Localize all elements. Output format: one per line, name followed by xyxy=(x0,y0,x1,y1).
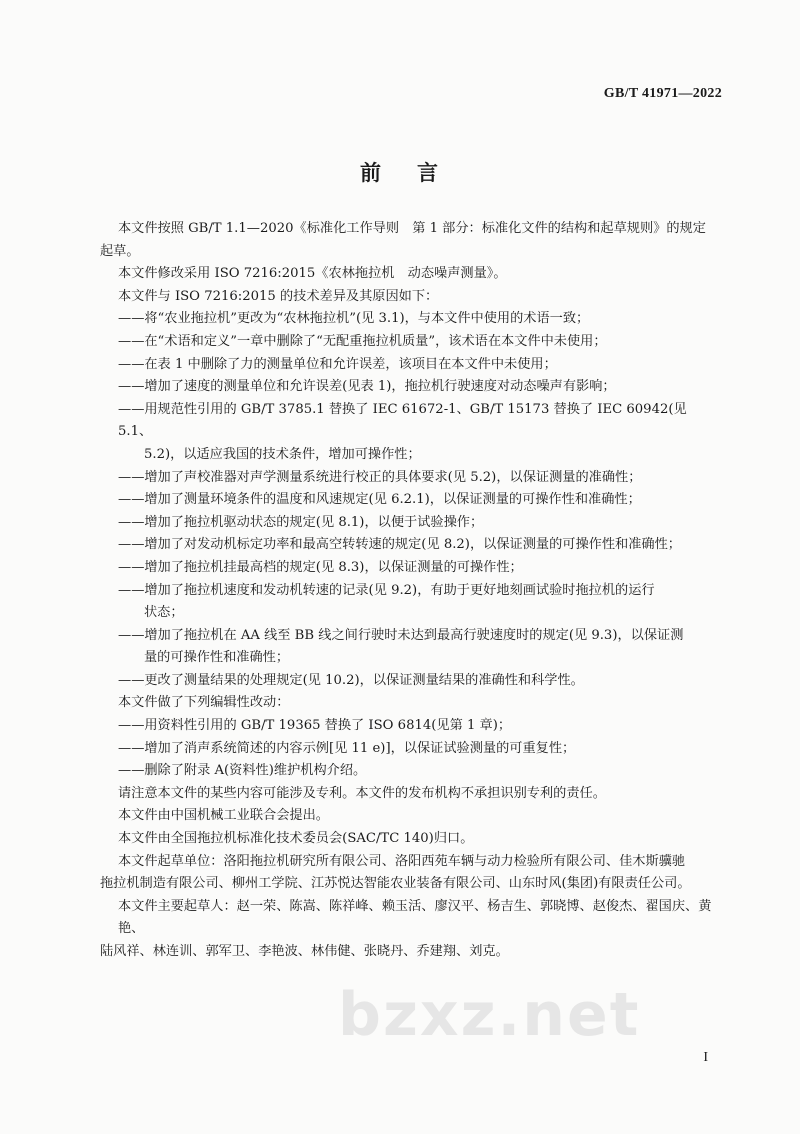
list-item: ——增加了对发动机标定功率和最高空转转速的规定(见 8.2)，以保证测量的可操作性和准确性； xyxy=(118,537,681,553)
list-item-continued: 5.2)，以适应我国的技术条件，增加可操作性； xyxy=(144,446,421,462)
paragraph: 起草。 xyxy=(100,243,140,259)
list-item: ——增加了拖拉机挂最高档的规定(见 8.3)，以保证测量的可操作性； xyxy=(118,559,523,575)
watermark-text: bzxz.net xyxy=(338,980,641,1050)
list-item: ——增加了拖拉机驱动状态的规定(见 8.1)，以便于试验操作； xyxy=(118,514,484,530)
title-char-2: 言 xyxy=(417,161,440,185)
paragraph: 本文件做了下列编辑性改动： xyxy=(118,695,290,711)
list-item: ——增加了速度的测量单位和允许误差(见表 1)，拖拉机行驶速度对动态噪声有影响； xyxy=(118,379,616,395)
list-item-continued: 状态； xyxy=(144,605,184,621)
standard-code: GB/T 41971—2022 xyxy=(603,86,722,101)
paragraph: 本文件按照 GB/T 1.1—2020《标准化工作导则 第 1 部分：标准化文件的结构和起草规则》的规定 xyxy=(118,221,706,236)
list-item: ——用规范性引用的 GB/T 3785.1 替换了 IEC 61672-1、GB/T 15173 替换了 IEC 60942(见 5.1、 xyxy=(118,401,687,440)
paragraph-continued: 拖拉机制造有限公司、柳州工学院、江苏悦达智能农业装备有限公司、山东时风(集团)有限责任公司。 xyxy=(100,876,691,892)
page-title xyxy=(0,157,800,187)
list-item: ——增加了消声系统简述的内容示例[见 11 e)]，以保证试验测量的可重复性； xyxy=(118,740,576,756)
paragraph: 本文件起草单位：洛阳拖拉机研究所有限公司、洛阳西苑车辆与动力检验所有限公司、佳木斯骥驰 xyxy=(118,853,686,869)
paragraph: 本文件修改采用 ISO 7216:2015《农林拖拉机 动态噪声测量》。 xyxy=(118,266,507,282)
paragraph-continued: 陆风祥、林连训、郭军卫、李艳波、林伟健、张晓丹、乔建翔、刘克。 xyxy=(100,944,509,959)
list-item: ——增加了声校准器对声学测量系统进行校正的具体要求(见 5.2)，以保证测量的准确性； xyxy=(118,469,642,485)
list-item: ——增加了拖拉机速度和发动机转速的记录(见 9.2)，有助于更好地刻画试验时拖拉机的运行 xyxy=(118,582,655,598)
paragraph: 请注意本文件的某些内容可能涉及专利。本文件的发布机构不承担识别专利的责任。 xyxy=(118,785,606,801)
list-item: ——删除了附录 A(资料性)维护机构介绍。 xyxy=(118,763,367,779)
paragraph: 本文件主要起草人：赵一荣、陈嵩、陈祥峰、赖玉活、廖汉平、杨吉生、郭晓博、赵俊杰、翟国庆、黄艳、 xyxy=(118,898,712,937)
page-number: I xyxy=(703,1050,708,1065)
list-item: ——增加了拖拉机在 AA 线至 BB 线之间行驶时未达到最高行驶速度时的规定(见 9.3)，以保证测 xyxy=(118,627,684,643)
list-item: ——增加了测量环境条件的温度和风速规定(见 6.2.1)，以保证测量的可操作性和准确性； xyxy=(118,492,641,508)
paragraph: 本文件由中国机械工业联合会提出。 xyxy=(118,808,329,824)
list-item-continued: 量的可操作性和准确性； xyxy=(144,650,290,666)
preface-body xyxy=(100,218,718,964)
list-item: ——用资料性引用的 GB/T 19365 替换了 ISO 6814(见第 1 章)； xyxy=(118,718,512,734)
list-item: ——在表 1 中删除了力的测量单位和允许误差，该项目在本文件中未使用； xyxy=(118,356,557,372)
title-char-1: 前 xyxy=(360,161,383,185)
paragraph: 本文件由全国拖拉机标准化技术委员会(SAC/TC 140)归口。 xyxy=(118,831,474,847)
list-item: ——更改了测量结果的处理规定(见 10.2)，以保证测量结果的准确性和科学性。 xyxy=(118,672,584,688)
list-item: ——在“术语和定义”一章中删除了“无配重拖拉机质量”，该术语在本文件中未使用； xyxy=(118,333,607,349)
list-item: ——将“农业拖拉机”更改为“农林拖拉机”(见 3.1)，与本文件中使用的术语一致； xyxy=(118,311,590,327)
paragraph: 本文件与 ISO 7216:2015 的技术差异及其原因如下： xyxy=(118,288,439,304)
